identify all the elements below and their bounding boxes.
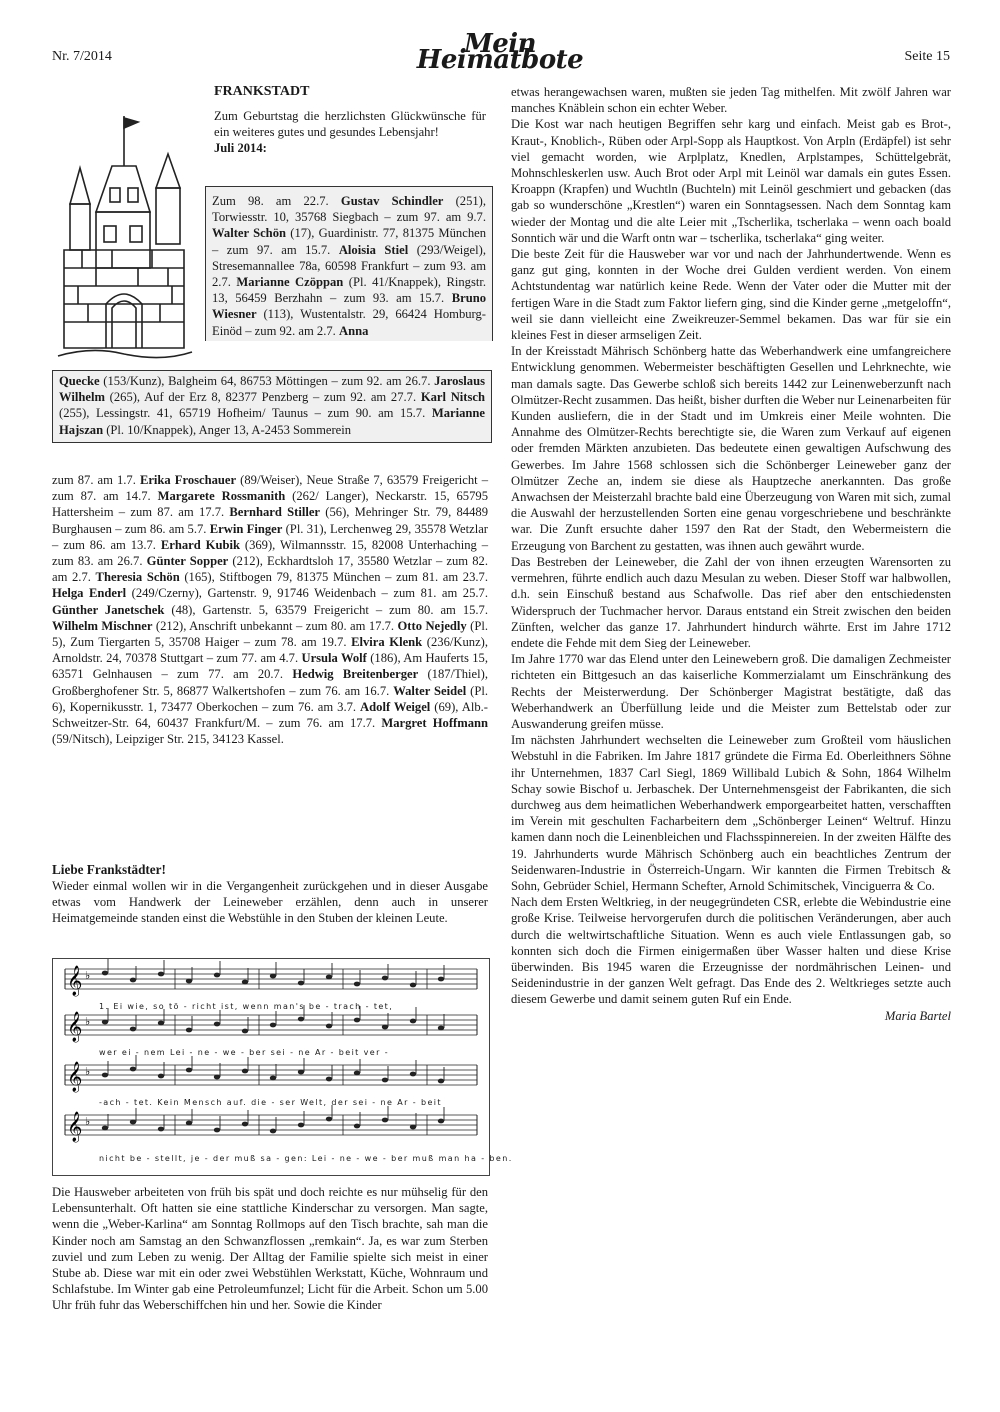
section-title: FRANKSTADT <box>214 84 310 99</box>
masthead-title: Mein Heimatbote <box>416 29 584 76</box>
birthday-list-lower: Quecke (153/Kunz), Balgheim 64, 86753 Möttingen – zum 92. am 26.7. Jaroslaus Wilhelm (265), Auf der Erz 8, 82377 Penzberg – zum 92. am 27.7. Karl Nitsch (255), Lessingstr. 41, 65719 Hofheim/ Taunus – zum 90. am 15.7. Marianne Hajszan (Pl. 10/Knappek), Anger 13, A-2453 Sommerein <box>59 374 485 437</box>
birthday-intro <box>214 108 486 157</box>
birthday-box-lower <box>52 370 492 443</box>
lyrics-line-4: nicht be - stellt, je - der muß sa - gen: Lei - ne - we - ber muß man ha - ben. <box>99 1154 513 1163</box>
lyrics-line-2: wer ei - nem Lei - ne - we - ber sei - ne Ar - beit ver - <box>99 1048 390 1057</box>
birthday-list-text: zum 87. am 1.7. Erika Froschauer (89/Weiser), Neue Straße 7, 63579 Freigericht – zum 87. am 14.7. Margarete Rossmanith (262/ Langer), Neckarstr. 15, 65795 Hattersheim – zum 87. am 17.7. Bernhard Stiller (56), Mehringer Str. 79, 84489 Burghausen – zum 86. am 5.7. Erwin Finger (Pl. 31), Lerchenweg 29, 35578 Wetzlar – zum 86. am 13.7. Erhard Kubik (369), Wilmannsstr. 15, 82008 Unterhaching – zum 83. am 26.7. Günter Sopper (212), Eckhardtsloh 17, 35580 Wetzlar – zum 82. am 2.7. Theresia Schön (165), Stiftbogen 79, 81375 München – zum 81. am 23.7. Helga Enderl (249/Czerny), Gartenstr. 9, 91746 Weidenbach – zum 81. am 25.7. Günther Janetschek (48), Gartenstr. 5, 63579 Freigericht – zum 80. am 15.7. Wilhelm Mischner (212), Anschrift unbekannt – zum 80. am 17.7. Otto Nejedly (Pl. 5), Zum Tiergarten 5, 35708 Haiger – zum 78. am 19.7. Elvira Klenk (236/Kunz), Arnoldstr. 24, 70378 Stuttgart – zum 77. am 4.7. Ursula Wolf (186), Am Hauferts 15, 63571 Gelnhausen – zum 77. am 20.7. Hedwig Breitenberger (187/Thiel), Großberghofener Str. 5, 86877 Walkertshofen – zum 76. am 16.7. Walter Seidel (Pl. 6), Kopernikusstr. 1, 73477 Oberkochen – zum 76. am 3.7. Adolf Weigel (69), Alb.-Schweitzer-Str. 64, 60437 Frankfurt/M. – zum 76. am 17.7. Margret Hoffmann (59/Nitsch), Leipziger Str. 215, 34123 Kassel. <box>52 473 489 747</box>
sheet-music <box>52 958 513 1176</box>
svg-text:𝄞: 𝄞 <box>67 1112 83 1142</box>
svg-text:𝄞: 𝄞 <box>67 1062 83 1092</box>
music-staff <box>65 959 477 997</box>
article-intro: Wieder einmal wollen wir in die Vergangenheit zurückgehen und in dieser Ausgabe etwas vom Handwerk der Leineweber erzählen, denn auch in unserer Heimatgemeinde standen einst die Webstühle in den Stuben der kleinen Leute. <box>52 879 488 926</box>
article-body-left: Die Hausweber arbeiteten von früh bis spät und doch reichte es nur mühselig für den Lebensunterhalt. Oft hatten sie eine stattliche Kinderschar zu versorgen. Man sagte, wenn die „Weber-Karlina“ am Sonntag Rollmops auf den Tisch brachte, sah man die Kinder noch am Samstag an den Schwanzflossen „remkain“. Ja, es war zum Sterben zuviel und zum Leben zu wenig. Der Alltag der Familie spielte sich meist in einer Stube ab. Diese war mit ein oder zwei Webstühlen Werkstatt, Küche, Wohnraum und Schlafstube. Im Winter gab eine Petroleumfunzel; Licht für die Arbeit. Schon um 5.00 Uhr früh fuhr das Weberschiffchen hin und her. Sowie die Kinder <box>52 1185 488 1313</box>
paragraph: Die Kost war nach heutigen Begriffen sehr karg und einfach. Meist gab es Brot-, Kraut-, Knoblich-, Rüben oder Arpl-Sopp als Hauptkost. Von Arpln (Erdäpfel) ist sehr viel gemacht worden, wie Arplplatz, Knedlen, Arplstampes, Schüttelgebrät, Mohnschleskerlen usw. Auch Brot oder Arpl mit Leinöl war damals ein gutes Essen. Kroappn (Krapfen) und Wuchtln (Buchteln) mit Leinöl geschmiert und gebacken (das gab so wunderschöne „Krestlen“) waren ein Sonntagsessen. Nach dem Sonntag kam wieder der Montag und die alte Leier mit „Tscherlika, tscherlaka – wenn oach boald Sonntich wär und die Warft ontn war – tscherlika, tscherlaka“ ging weiter. <box>511 117 951 245</box>
paragraph: Nach dem Ersten Weltkrieg, in der neugegründeten CSR, erlebte die Webindustrie eine große Krise. Teilweise hervorgerufen durch die politischen Veränderungen, aber auch durch die weltwirtschaftliche Situation. Wenn es auch viele Entlassungen gab, so konnten sich doch die Firmen einigermaßen über Wasser halten und diese Krise überwinden. Bis 1945 waren die Erzeugnisse der nordmährischen Leinen- und Seidenindustrie in der ganzen Welt gefragt. Das Ende des 2. Weltkrieges setzte auch diesem Gewerbe und damit seinem guten Ruf ein Ende. <box>511 895 951 1007</box>
svg-text:♭: ♭ <box>85 1116 91 1128</box>
author-signature: Maria Bartel <box>884 1008 951 1023</box>
lyrics-line-1: 1. Ei wie, so tö - richt ist, wenn man's be - trach - tet, <box>99 1002 394 1011</box>
article-body-right <box>511 84 951 1024</box>
svg-text:♭: ♭ <box>85 1066 91 1078</box>
svg-text:♭: ♭ <box>85 970 91 982</box>
birthday-list-continued <box>52 472 488 747</box>
lyrics-line-3: -ach - tet. Kein Mensch auf. die - ser Welt, der sei - ne Ar - beit <box>99 1098 442 1107</box>
castle-emblem-icon <box>52 108 200 370</box>
intro-text: Zum Geburtstag die herzlichsten Glückwünsche für ein weiteres gutes und gesundes Lebensjahr! <box>214 109 486 140</box>
svg-text:𝄞: 𝄞 <box>67 966 83 996</box>
page-number: Seite 15 <box>904 49 950 64</box>
paragraph: Die beste Zeit für die Hausweber war vor und nach der Jahrhundertwende. Wenn es ganz gut ging, konnten in der Woche drei Gulden verdient werden. Von einem Achtstundentag war natürlich keine Rede. Wenn der Vater oder die Mutter mit der fertigen Ware in die Stadt zum Faktor liefern ging, sind die Kinder gerne „metgeloffn“, weil sie dann vielleicht eine Zweikreuzer-Semmel bekamen. Das war für sie ein kleines Fest in dieser armseligen Zeit. <box>511 247 951 343</box>
paragraph: Im Jahre 1770 war das Elend unter den Leinewebern groß. Die damaligen Zechmeister richteten ein Bittgesuch an das kaiserliche Kommerzialamt um Einschränkung des Rechts der Meisterwerdung. Der Schönberger Magistrat bestätigte, daß das Weberhandwerk an Überfüllung leide und die Meister zum Bettelstab oder zur Auswanderung greifen müsse. <box>511 652 951 731</box>
paragraph: Das Bestreben der Leineweber, die Zahl der von ihnen erzeugten Warensorten zu vermehren, führte endlich auch dazu Mesulan zu weben. Dieser Stoff war halbwollen, d.h. sein Einschuß bestand aus Schafwolle. Das rief aber den entschiedensten Widerspruch der Tuchmacher hervor. Daraus entstand ein Streit zwischen den beiden Zünften, welcher das ganze 17. Jahrhundert hindurch währte. Erst im Jahre 1712 endete die Fehde mit dem Sieg der Leineweber. <box>511 554 951 650</box>
paragraph: In der Kreisstadt Mährisch Schönberg hatte das Weberhandwerk eine umfangreichere Entwicklung genommen. Webermeister beschäftigten Gesellen und Lehrknechte, wie man damals sagte. Das Gewerbe schloß sich bereits 1442 zur Leinenweberzunft nach Olmützer-Recht zusammen. Das heißt, bisher durften die Weber nur Leinenarbeiten für Kunden ausliefern, die in der Stadt und im Umkreis einer Meile wohnten. Die Annahme des Olmützer-Rechts berechtigte sie, die Waren zum Verkauf auf eigenen oder fremden Märkten anzubieten. Das bedeutete einen gewaltigen Aufschwung des Gewerbes. Im Jahre 1568 schlossen sich die Schönberger Leineweber ganz der Olmützer Zeche an, indem sie diese als Hauptzeche anerkannten. Das große Anwachsen der Meisterzahl brachte bald eine Überzeugung von Waren mit sich, zumal die Auswahl der herzustellenden Sorten eine genau vorgeschriebene und beschränkte war. Die Zunft ersuchte daher 1597 den Rat der Stadt, den Webermeistern die Erzeugung von Barchent zu gestatten, was ihnen auch gewährt wurde. <box>511 344 951 553</box>
svg-text:♭: ♭ <box>85 1016 91 1028</box>
month-label: Juli 2014: <box>214 141 267 156</box>
paragraph: etwas herangewachsen waren, mußten sie jeden Tag mithelfen. Mit zwölf Jahren war manches Knäblein schon ein echter Weber. <box>511 85 951 116</box>
birthday-list-upper: Zum 98. am 22.7. Gustav Schindler (251), Torwiesstr. 10, 35768 Siegbach – zum 97. am 9.7. Walter Schön (17), Guardinistr. 77, 81375 München – zum 97. am 15.7. Aloisia Stiel (293/Weigel), Stresemannallee 78a, 60598 Frankfurt – zum 93. am 2.7. Marianne Czöppan (Pl. 41/Knappek), Ringstr. 13, 56459 Berzhahn – zum 93. am 15.7. Bruno Wiesner (113), Wustentalstr. 29, 66424 Homburg-Einöd – zum 92. am 2.7. Anna <box>212 194 487 338</box>
birthday-box-upper <box>205 186 493 341</box>
svg-text:𝄞: 𝄞 <box>67 1012 83 1042</box>
issue-number: Nr. 7/2014 <box>52 49 112 64</box>
paragraph: Im nächsten Jahrhundert wechselten die Leineweber zum Großteil vom häuslichen Webstuhl in die Fabriken. Im Jahre 1817 gründete die Firma Ed. Oberleithners Söhne ihr Unternehmen, 1837 Carl Siegl, 1869 Willibald Lubich & Sohn, 1864 Wilhelm Schay sowie Bischof u. Jerbaschek. Der Unternehmensgeist der Fabrikanten, die sich durchweg aus dem heimatlichen Weberhandwerk emporgearbeitet hatten, verschafften im Verein mit geschulten Facharbeitern dem „Schönberger Leinen“ Weltruf. Hinzu kamen dann noch die Leinenbleichen und Flachsspinnereien. In der zweiten Hälfte des 19. Jahrhunderts wurde Mährisch Schönberg auch ein beachtliches Zentrum der Seidenwaren-Industrie in Österreich-Ungarn. Wir kannten die Firmen Trebitsch & Sohn, Gebrüder Schiel, Hermann Schefter, Arnold Schimitschek, Vinciguerra & Co. <box>511 733 951 893</box>
article-heading: Liebe Frankstädter! <box>52 862 166 877</box>
